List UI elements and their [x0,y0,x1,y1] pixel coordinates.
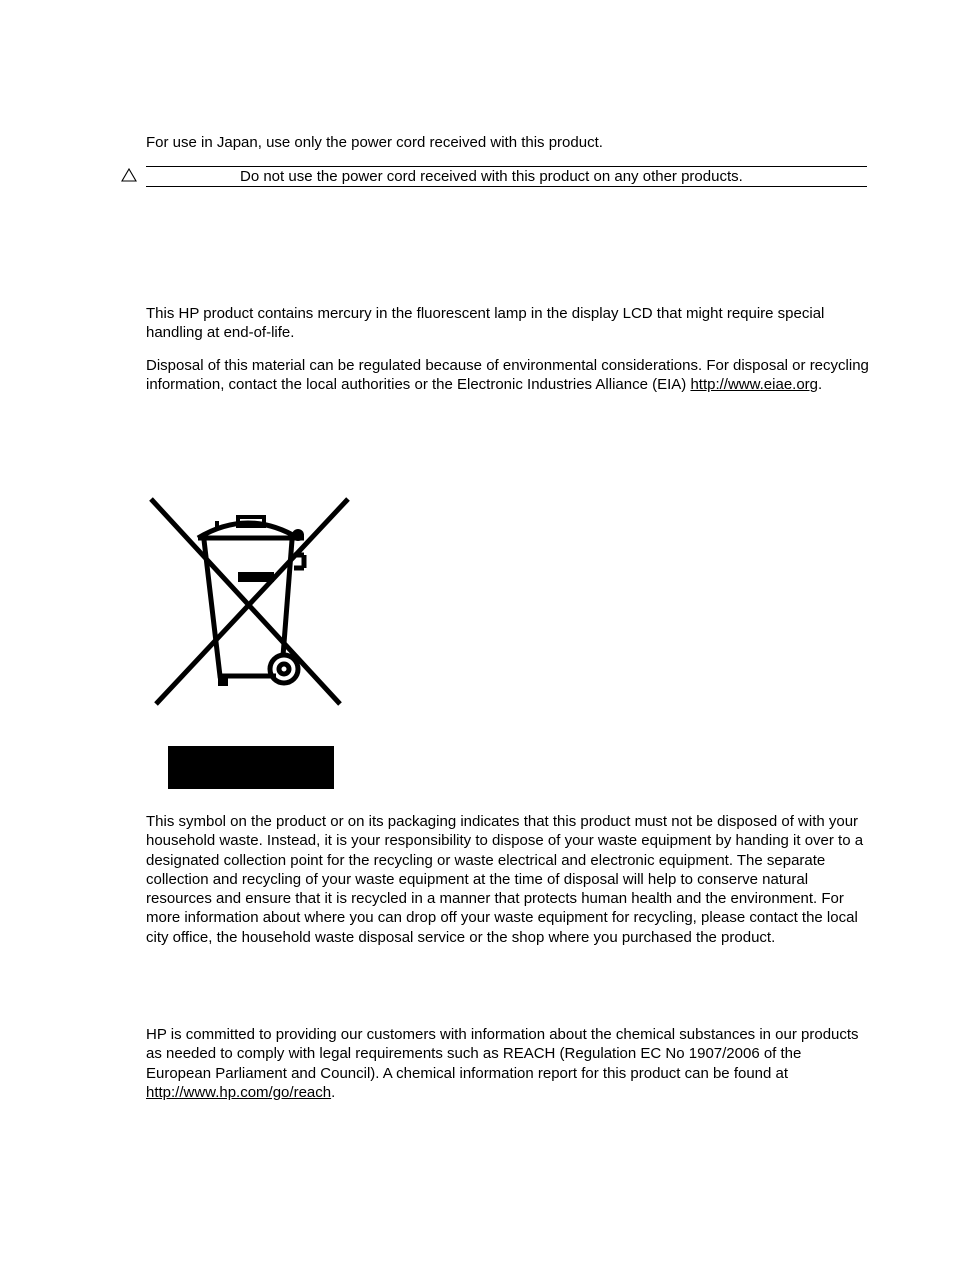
japan-power-cord-note: For use in Japan, use only the power cord received with this product. [146,134,603,151]
chemical-text: HP is committed to providing our customers with information about the chemical substances in our products as needed to comply with legal requirements such as REACH (Regulation EC No 1907/2006 of the European Parliament and Council). A chemical information report for this product can be found at [146,1026,859,1082]
mercury-paragraph-2-end: . [818,376,823,394]
caution-rule-top [146,166,867,167]
eiae-link[interactable]: http://www.eiae.org [690,376,819,394]
mercury-paragraph-2-text: Disposal of this material can be regulated because of environmental considerations. For disposal or recycling information, contact the local authorities or the Electronic Industries Alliance (EIA) [146,357,869,394]
weee-paragraph: This symbol on the product or on its packaging indicates that this product must not be disposed of with your household waste. Instead, it is your responsibility to dispose of your waste equipment by handing it over to a designated collection point for the recycling or waste electrical and electronic equipment. The separate collection and recycling of your waste equipment at the time of disposal will help to conserve natural resources and ensure that it is recycled in a manner that protects human health and the environment. For more information about where you can drop off your waste equipment for recycling, please contact the local city office, the household waste disposal service or the shop where you purchased the product. [146,813,864,946]
caution-text: Do not use the power cord received with this product on any other products. [240,168,743,185]
hp-reach-link[interactable]: http://www.hp.com/go/reach [146,1083,332,1101]
caution-rule-bottom [146,186,867,187]
mercury-paragraph-2 [146,356,870,395]
caution-triangle-icon [121,168,137,182]
mercury-paragraph-1: This HP product contains mercury in the fluorescent lamp in the display LCD that might require special handling at end-of-life. [146,305,825,342]
chemical-end: . [331,1083,336,1101]
weee-black-bar [168,746,334,789]
crossed-out-wheelie-bin-icon [148,496,351,708]
chemical-substances-paragraph [146,1025,870,1102]
